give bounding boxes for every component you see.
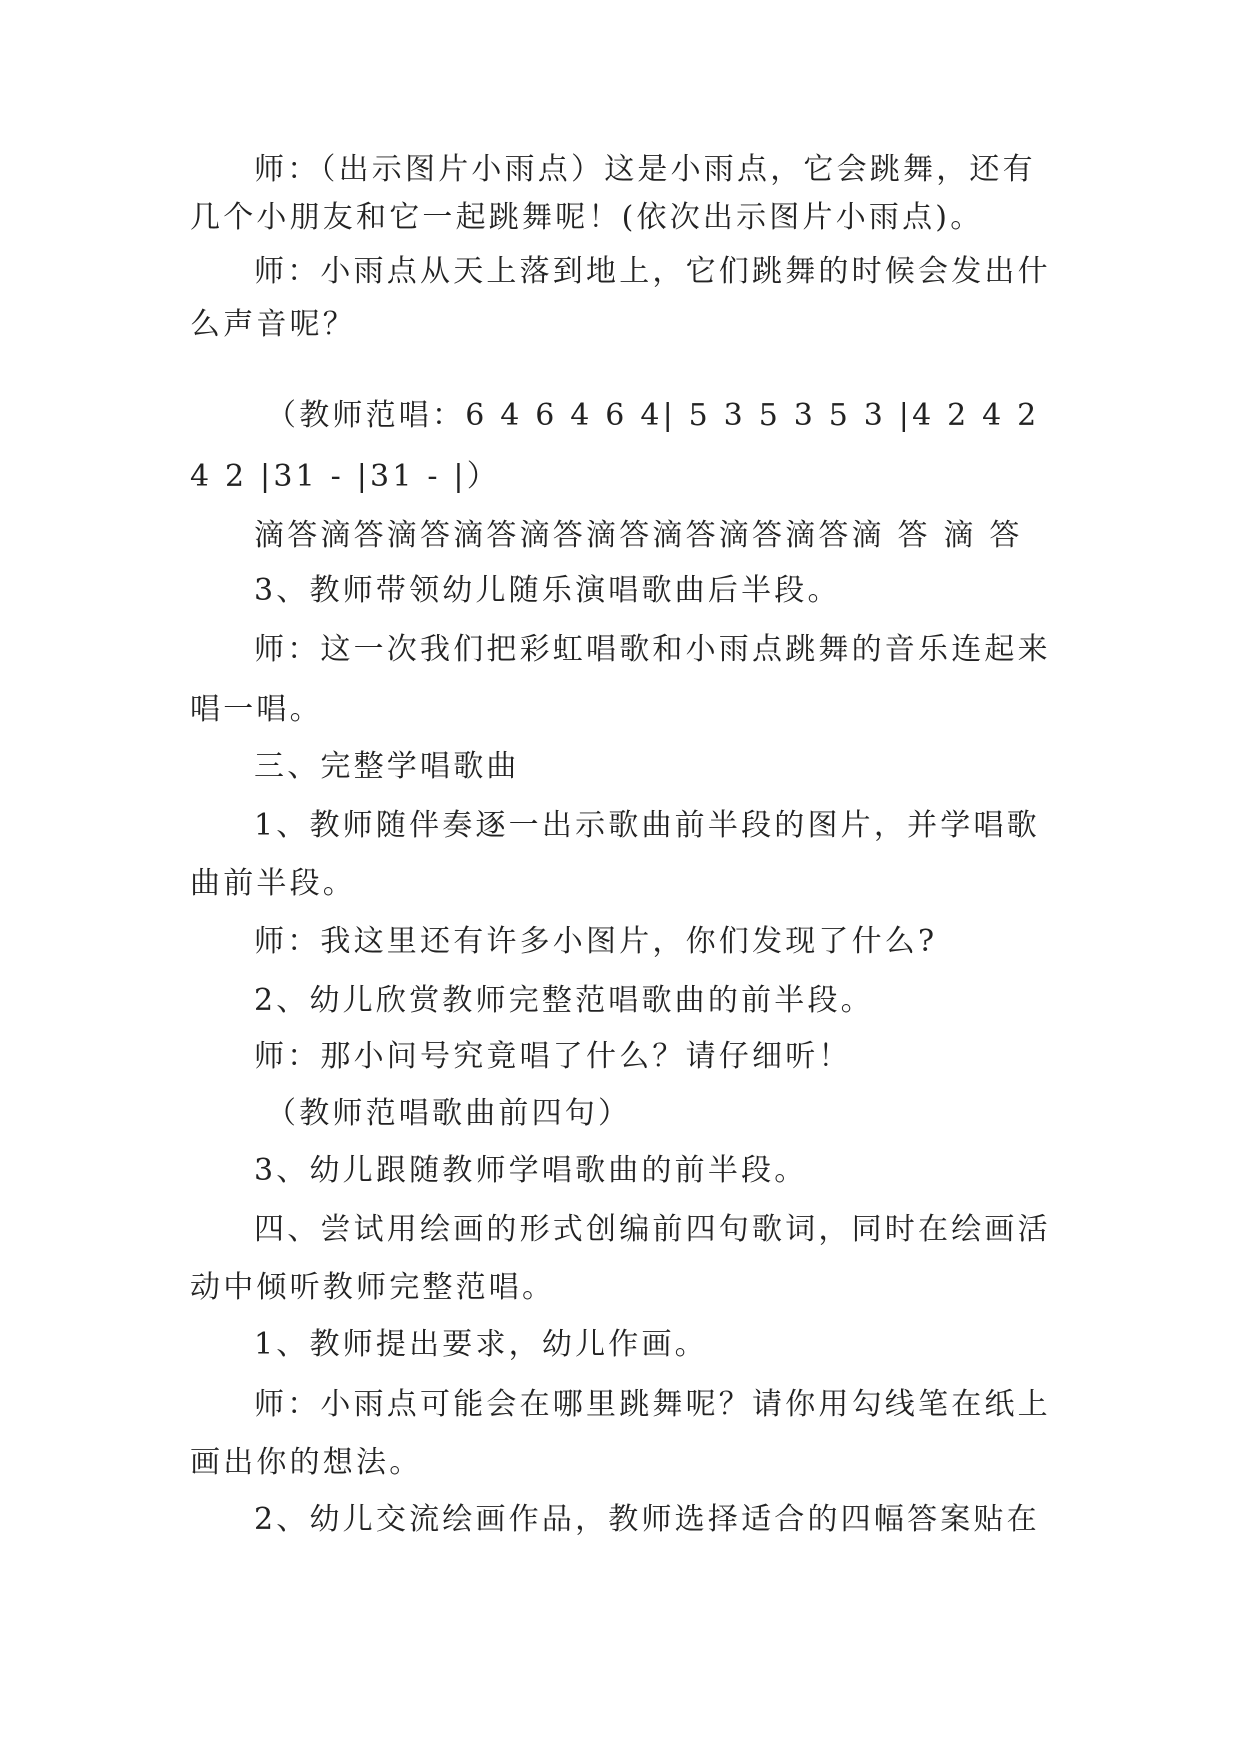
paragraph-line: 1、教师提出要求，幼儿作画。 bbox=[254, 1327, 708, 1362]
section-heading: 三、完整学唱歌曲 bbox=[254, 749, 520, 784]
paragraph-line: 唱一唱。 bbox=[190, 692, 323, 727]
section-heading: 四、尝试用绘画的形式创编前四句歌词，同时在绘画活 bbox=[254, 1212, 1051, 1247]
paragraph-line: 师：我这里还有许多小图片，你们发现了什么? bbox=[254, 924, 938, 959]
paragraph-line: 师：小雨点可能会在哪里跳舞呢？请你用勾线笔在纸上 bbox=[254, 1387, 1051, 1422]
paragraph-line: 师：小雨点从天上落到地上，它们跳舞的时候会发出什 bbox=[254, 254, 1051, 289]
lyrics-line: 滴答滴答滴答滴答滴答滴答滴答滴答滴答滴 答 滴 答 bbox=[254, 518, 1023, 553]
notation-line: 4 2 |31 - |31 - |） bbox=[190, 459, 500, 494]
paragraph-line: （教师范唱歌曲前四句） bbox=[266, 1096, 632, 1131]
paragraph-line: 么声音呢？ bbox=[190, 307, 356, 342]
paragraph-line: 曲前半段。 bbox=[190, 866, 356, 901]
paragraph-line: 1、教师随伴奏逐一出示歌曲前半段的图片，并学唱歌 bbox=[254, 808, 1040, 843]
paragraph-line: 3、幼儿跟随教师学唱歌曲的前半段。 bbox=[254, 1153, 808, 1188]
paragraph-line: 师：这一次我们把彩虹唱歌和小雨点跳舞的音乐连起来 bbox=[254, 632, 1051, 667]
paragraph-line: 师：（出示图片小雨点）这是小雨点，它会跳舞，还有 bbox=[254, 152, 1036, 187]
paragraph-line: 2、幼儿交流绘画作品，教师选择适合的四幅答案贴在 bbox=[254, 1502, 1040, 1537]
paragraph-line: 3、教师带领幼儿随乐演唱歌曲后半段。 bbox=[254, 573, 841, 608]
paragraph-line: 师：那小问号究竟唱了什么？请仔细听！ bbox=[254, 1039, 852, 1074]
paragraph-line: 动中倾听教师完整范唱。 bbox=[190, 1270, 556, 1305]
paragraph-line: 2、幼儿欣赏教师完整范唱歌曲的前半段。 bbox=[254, 983, 874, 1018]
paragraph-line: 画出你的想法。 bbox=[190, 1445, 423, 1480]
paragraph-line: 几个小朋友和它一起跳舞呢！(依次出示图片小雨点)。 bbox=[190, 200, 984, 235]
notation-line: （教师范唱：6 4 6 4 6 4| 5 3 5 3 5 3 |4 2 4 2 bbox=[266, 398, 1040, 433]
